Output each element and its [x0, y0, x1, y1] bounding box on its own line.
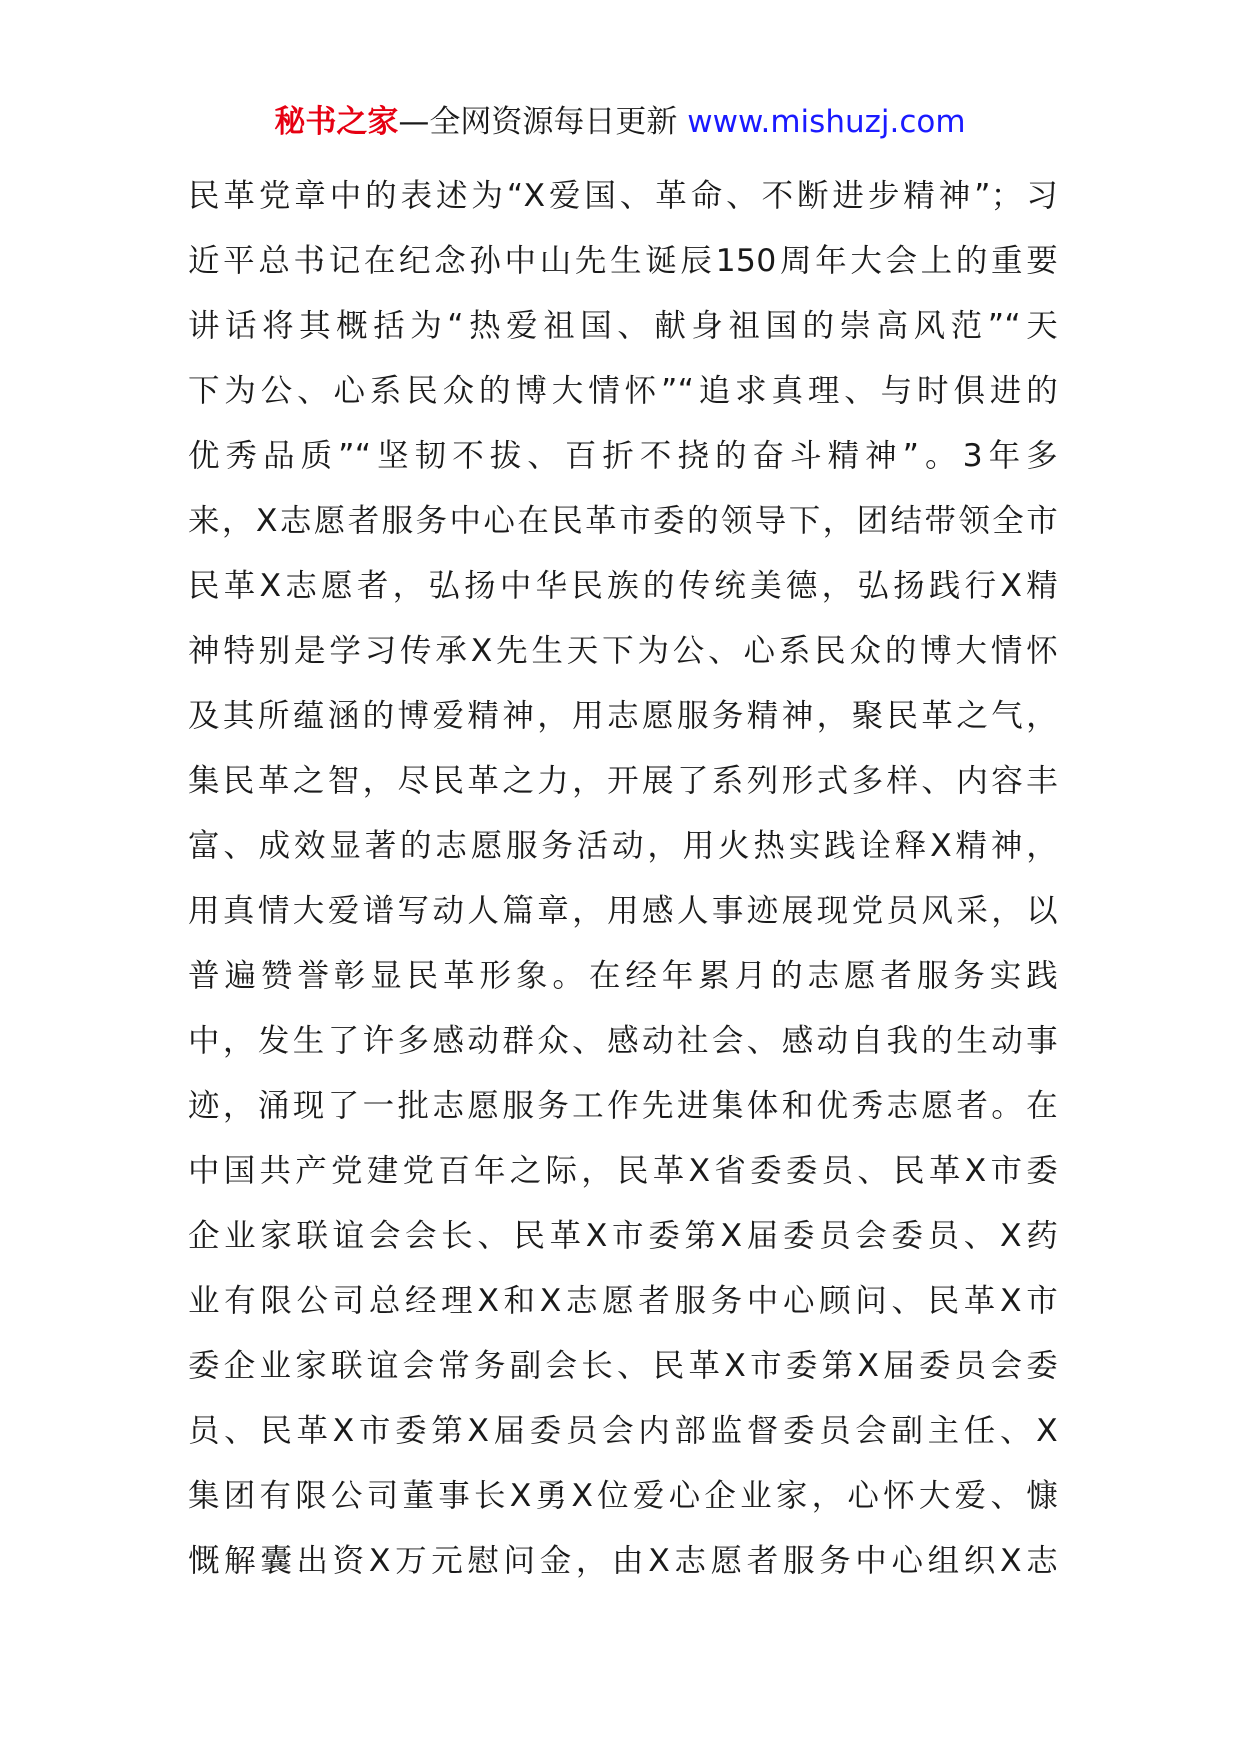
site-brand: 秘书之家	[274, 104, 399, 140]
body-text-line: 集团有限公司董事长X勇X位爱心企业家，心怀大爱、慷	[188, 1478, 1058, 1514]
body-text-line: 普遍赞誉彰显民革形象。在经年累月的志愿者服务实践	[188, 958, 1058, 994]
page-header	[0, 102, 1240, 142]
body-text-line: 来，X志愿者服务中心在民革市委的领导下，团结带领全市	[188, 503, 1058, 539]
body-text-line: 慨解囊出资X万元慰问金，由X志愿者服务中心组织X志	[188, 1543, 1058, 1579]
body-text-line: 神特别是学习传承X先生天下为公、心系民众的博大情怀	[188, 633, 1058, 669]
body-text-line: 迹，涌现了一批志愿服务工作先进集体和优秀志愿者。在	[188, 1088, 1058, 1124]
site-url-link[interactable]: www.mishuzj.com	[687, 104, 966, 140]
body-text-line: 优秀品质”“坚韧不拔、百折不挠的奋斗精神”。3年多	[188, 438, 1058, 474]
body-text-line: 富、成效显著的志愿服务活动，用火热实践诠释X精神，	[188, 828, 1058, 864]
body-text-line: 集民革之智，尽民革之力，开展了系列形式多样、内容丰	[188, 763, 1058, 799]
document-body	[188, 164, 1058, 1594]
body-text-line: 下为公、心系民众的博大情怀”“追求真理、与时俱进的	[188, 373, 1058, 409]
body-text-line: 业有限公司总经理X和X志愿者服务中心顾问、民革X市	[188, 1283, 1058, 1319]
body-text-line: 民革党章中的表述为“X爱国、革命、不断进步精神”；习	[188, 178, 1058, 214]
body-text-line: 民革X志愿者，弘扬中华民族的传统美德，弘扬践行X精	[188, 568, 1058, 604]
body-text-line: 企业家联谊会会长、民革X市委第X届委员会委员、X药	[188, 1218, 1058, 1254]
body-text-line: 中，发生了许多感动群众、感动社会、感动自我的生动事	[188, 1023, 1058, 1059]
body-text-line: 讲话将其概括为“热爱祖国、献身祖国的崇高风范”“天	[188, 308, 1058, 344]
body-text-line: 员、民革X市委第X届委员会内部监督委员会副主任、X	[188, 1413, 1058, 1449]
body-text-line: 及其所蕴涵的博爱精神，用志愿服务精神，聚民革之气，	[188, 698, 1058, 734]
body-text-line: 中国共产党建党百年之际，民革X省委委员、民革X市委	[188, 1153, 1058, 1189]
body-text-line: 用真情大爱谱写动人篇章，用感人事迹展现党员风采，以	[188, 893, 1058, 929]
site-tagline: —全网资源每日更新	[398, 104, 688, 140]
body-text-line: 近平总书记在纪念孙中山先生诞辰150周年大会上的重要	[188, 243, 1058, 279]
body-text-line: 委企业家联谊会常务副会长、民革X市委第X届委员会委	[188, 1348, 1058, 1384]
